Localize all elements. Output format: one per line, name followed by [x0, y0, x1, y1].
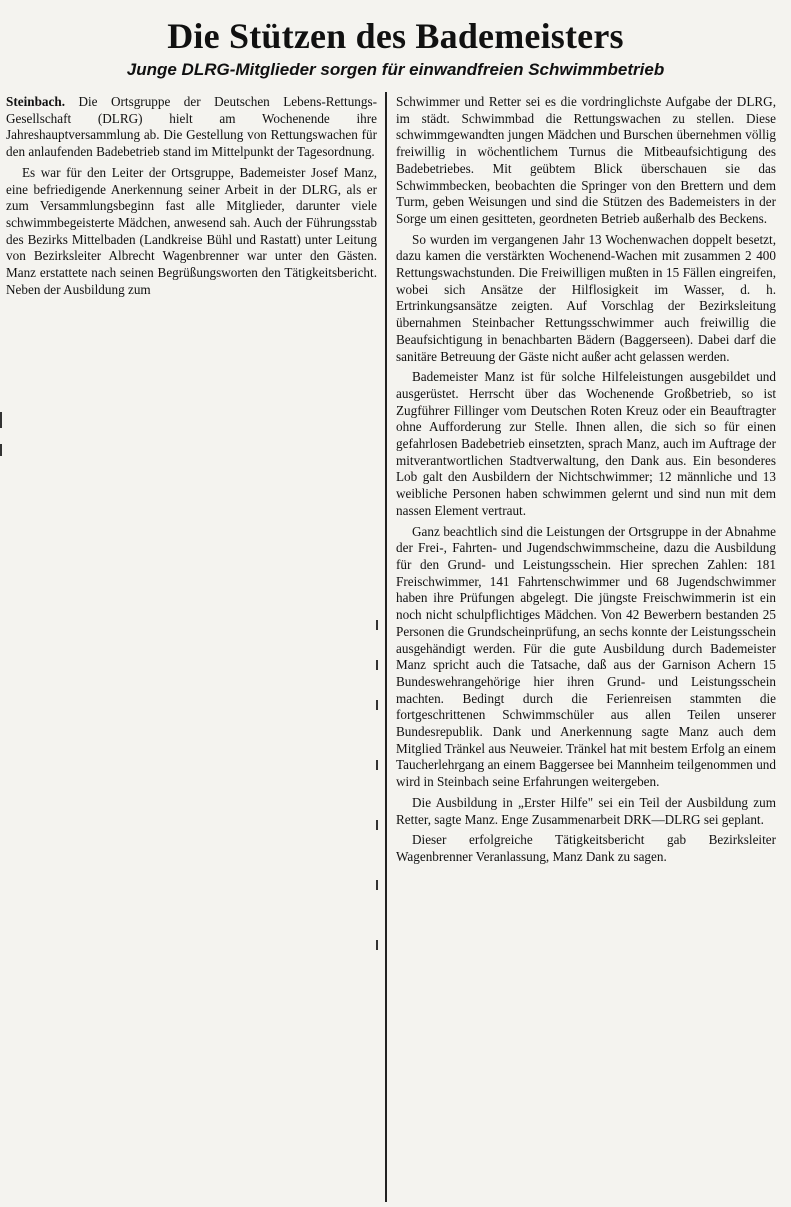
paragraph: Ganz beachtlich sind die Leistungen der Ortsgruppe in der Abnahme der Frei-, Fahrten- und Jugendschwimmscheine, dazu die Ausbildung für den Grund- und Leistungsschein. Hier sprechen Zahlen: 181 Freischwimmer, 141 Fahrtenschwimmer und 68 Jugendschwimmer haben ihre Prüfungen abgelegt. Die jüngste Freischwimmerin ist ein noch nicht schulpflichtiges Mädchen. Von 42 Bewerbern bestanden 25 Personen die Grundscheinprüfung, an sechs konnte der Leistungsschein ausgehändigt werden. Für die gute Ausbildung durch Bademeister Manz spricht auch die Tatsache, daß aus der Garnison Achern 15 Bundeswehrangehörige hier ihren Grund- und Leistungsschein machten. Bedingt durch die Ferienreisen stammten die fortgeschrittenen Schwimmschüler aus allen Teilen unserer Bundesrepublik. Dank und Anerkennung sagte Manz auch dem Mitglied Tränkel aus Neuweier. Tränkel hat mit bestem Erfolg an einem Taucherlehrgang an einem Baggersee bei Mannheim teilgenommen und wird in Steinbach seine Erfahrungen weitergeben.	[396, 523, 776, 790]
scan-mark	[376, 700, 378, 710]
scan-mark	[0, 412, 2, 428]
scan-mark	[376, 820, 378, 830]
column-left	[6, 94, 377, 302]
paragraph	[6, 94, 377, 161]
column-rule	[385, 92, 387, 1202]
paragraph: Dieser erfolgreiche Tätigkeitsbericht gab Bezirksleiter Wagenbrenner Veranlassung, Manz Dank zu sagen.	[396, 832, 776, 864]
subheadline: Junge DLRG-Mitglieder sorgen für einwandfreien Schwimmbetrieb	[126, 60, 665, 79]
scan-mark	[376, 940, 378, 950]
column-right	[396, 94, 776, 870]
paragraph-text: Die Ortsgruppe der Deutschen Lebens-Rettungs-Gesellschaft (DLRG) hielt am Wochenende ihre Jahreshauptversammlung ab. Die Gestellung von Rettungswachen für den anlaufenden Badebetrieb stand im Mittelpunkt der Tagesordnung.	[6, 94, 377, 160]
paragraph: So wurden im vergangenen Jahr 13 Wochenwachen doppelt besetzt, dazu kamen die verstärkten Wochenend-Wachen mit zusammen 2 400 Rettungswachstunden. Die Freiwilligen mußten in 15 Fällen eingreifen, wobei sich Ansätze der Hilflosigkeit im Wasser, d. h. Ertrinkungsansätze zeigten. Auf Vorschlag der Bezirksleitung übernahmen Steinbacher Rettungsschwimmer auch freiwillig die Beaufsichtigung in benachbarten Bädern (Baggerseen). Dabei darf die sanitäre Betreuung der Gäste nicht außer acht gelassen werden.	[396, 231, 776, 364]
paragraph: Bademeister Manz ist für solche Hilfeleistungen ausgebildet und ausgerüstet. Herrscht über das Wochenende Großbetrieb, so ist Zugführer Fillinger vom Deutschen Roten Kreuz oder ein Beauftragter ohne Aufforderung zur Stelle. Ihnen allen, die sich so für einen gefahrlosen Badebetrieb einsetzten, sprach Manz, auch im Auftrage der mitverantwortlichen Stadtverwaltung, den Dank aus. Ein besonderes Lob galt den Ausbildern der Nichtschwimmer; 12 männliche und 13 weibliche Personen haben schwimmen gelernt und sind nun mit dem nassen Element vertraut.	[396, 369, 776, 518]
dateline: Steinbach.	[6, 94, 65, 109]
scan-mark	[376, 880, 378, 890]
headline: Die Stützen des Bademeisters	[167, 16, 624, 56]
scan-mark	[0, 444, 2, 456]
paragraph: Es war für den Leiter der Ortsgruppe, Bademeister Josef Manz, eine befriedigende Anerkennung seiner Arbeit in der DLRG, als er zum Versammlungsbeginn fast alle Mitglieder, darunter viele schwimmbegeisterte Mädchen, anwesend sah. Auch der Führungsstab des Bezirks Mittelbaden (Landkreise Bühl und Rastatt) unter Leitung von Bezirksleiter Albrecht Wagenbrenner war unter den Gästen. Manz erstattete nach seinen Begrüßungsworten den Tätigkeitsbericht. Neben der Ausbildung zum	[6, 164, 377, 297]
paragraph: Schwimmer und Retter sei es die vordringlichste Aufgabe der DLRG, im städt. Schwimmbad die Rettungswachen zu stellen. Diese schwimmgewandten jungen Mädchen und Burschen übernehmen völlig freiwillig in wöchentlichem Turnus die Mitbeaufsichtigung des Badebetriebes. Mit geübtem Blick überschauen sie das Schwimmbecken, beobachten die Springer von den Brettern und dem Turm, geben Weisungen und sind die Stützen des Bademeisters in der Sorge um einen gesitteten, geordneten Betrieb außerhalb des Beckens.	[396, 94, 776, 226]
scan-mark	[376, 660, 378, 670]
scan-mark	[376, 760, 378, 770]
scan-mark	[376, 620, 378, 630]
paragraph: Die Ausbildung in „Erster Hilfe" sei ein Teil der Ausbildung zum Retter, sagte Manz. Enge Zusammenarbeit DRK—DLRG sei geplant.	[396, 794, 776, 827]
